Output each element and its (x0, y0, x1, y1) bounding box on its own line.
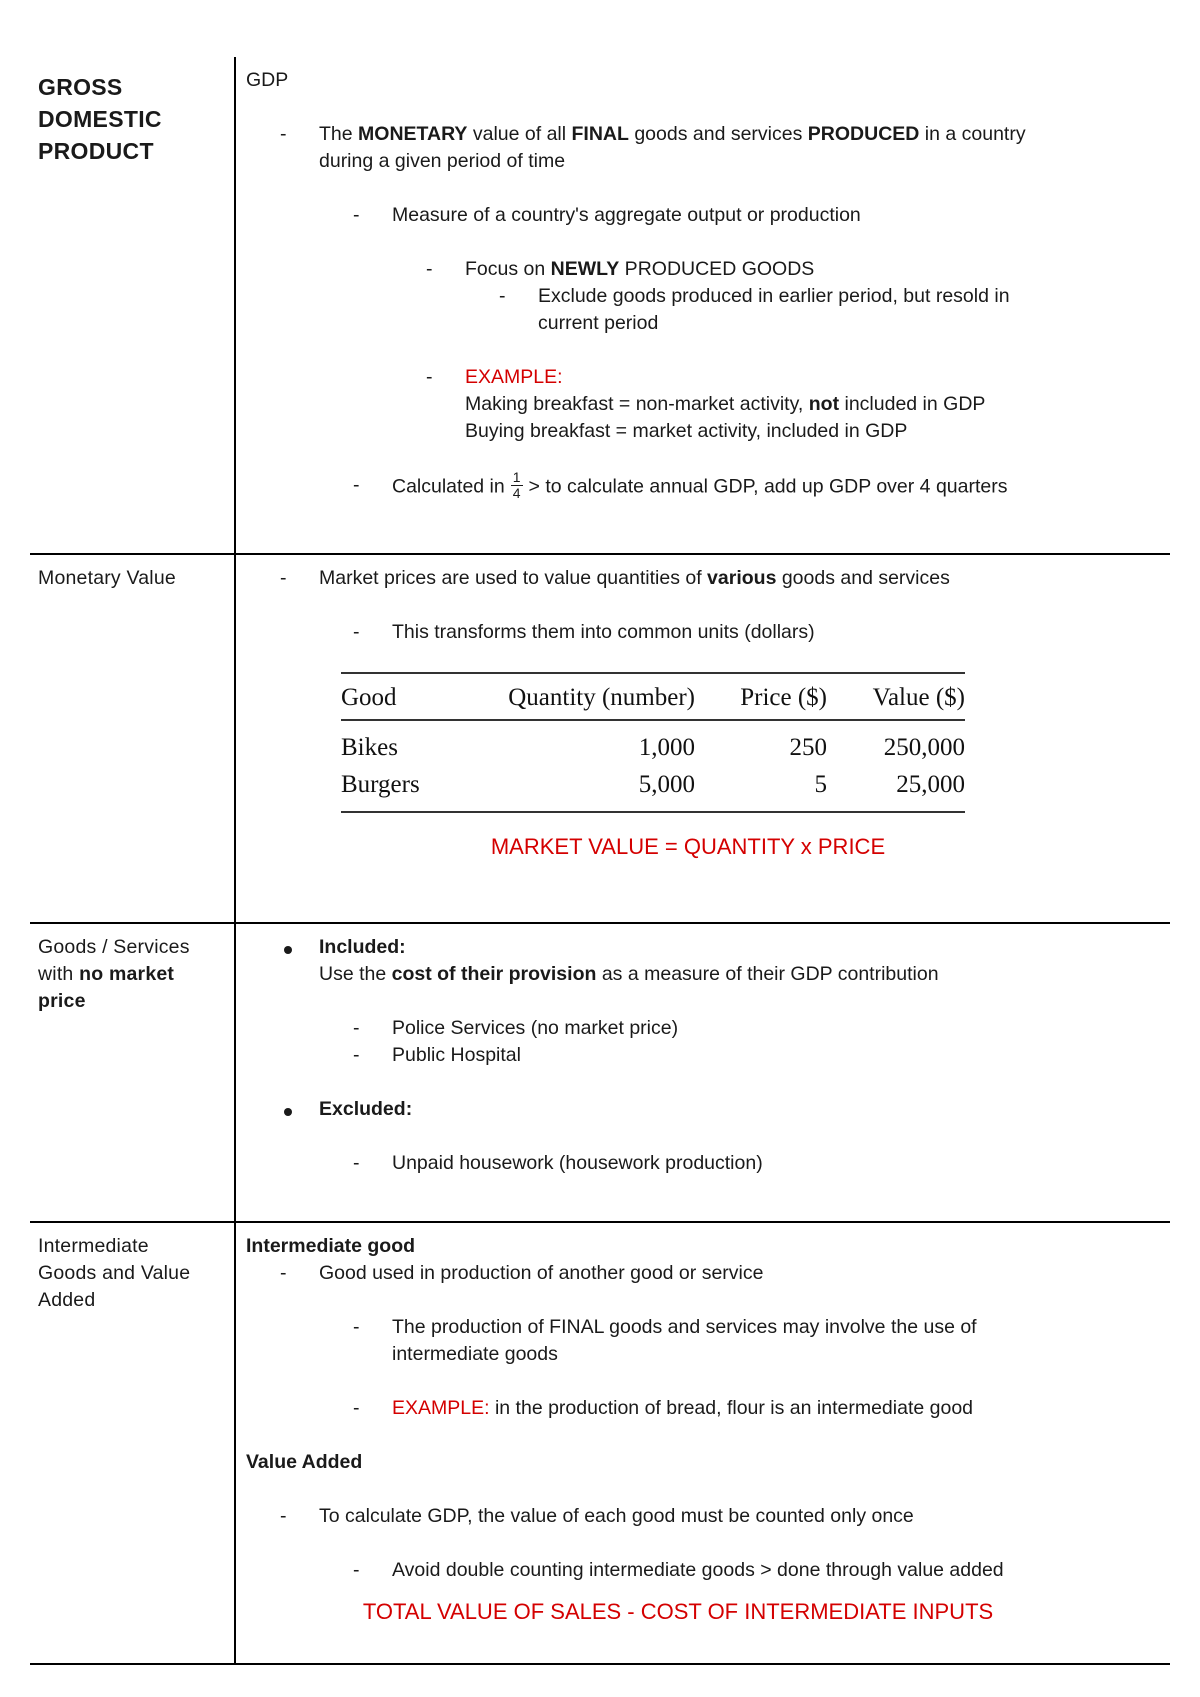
intermediate-row (30, 1223, 1170, 1665)
bullet-icon (284, 946, 292, 954)
excluded-heading: Excluded: (246, 1096, 1170, 1123)
table-cell: 250 (789, 734, 827, 761)
included-text: Use the cost of their provision as a measure of their GDP contribution (319, 963, 939, 985)
section-label: price (38, 990, 86, 1012)
notes-sheet (30, 57, 1170, 1665)
section-label: Goods / Services (38, 936, 190, 958)
table-cell: 25,000 (827, 766, 965, 812)
gdp-example: - EXAMPLE: (426, 366, 563, 388)
monetary-row (30, 555, 1170, 924)
table-cell: Burgers (341, 766, 467, 812)
gdp-definition: - The MONETARY value of all FINAL goods and services PRODUCED in a country (280, 123, 1026, 145)
intermediate-good-heading: Intermediate good (246, 1235, 416, 1257)
intermediate-content-cell (236, 1223, 1170, 1663)
included-heading: Included: (246, 934, 1170, 961)
value-added-point-1: - To calculate GDP, the value of each good must be counted only once (280, 1505, 914, 1527)
list-item: - Police Services (no market price) (353, 1017, 679, 1039)
gdp-exclude-cont: current period (538, 312, 659, 334)
gdp-label-cell (30, 57, 236, 553)
table-header-row (341, 673, 965, 720)
quarter-fraction: $\frac{1}{4}$ (512, 469, 521, 501)
gdp-content-cell (236, 57, 1170, 553)
section-label: Monetary Value (38, 567, 176, 589)
table-cell: Bikes (341, 734, 398, 761)
value-added-point-2: - Avoid double counting intermediate goods > done through value added (353, 1559, 1004, 1581)
gdp-measure: - Measure of a country's aggregate output or production (353, 204, 861, 226)
intermediate-label-cell (30, 1223, 236, 1663)
table-cell: 5,000 (467, 766, 695, 812)
nomarket-row (30, 924, 1170, 1223)
column-header: Price ($) (695, 673, 827, 720)
monetary-label-cell (30, 555, 236, 922)
value-added-heading: Value Added (246, 1451, 363, 1473)
gdp-row (30, 57, 1170, 555)
gdp-heading: GDP (246, 69, 289, 91)
section-title: GROSS DOMESTIC PRODUCT (38, 74, 162, 164)
intermediate-example: - EXAMPLE: in the production of bread, flour is an intermediate good (353, 1397, 974, 1419)
table-row (341, 720, 965, 766)
section-label: with no market (38, 963, 175, 985)
market-value-formula: MARKET VALUE = QUANTITY x PRICE (490, 834, 886, 859)
market-value-table (341, 672, 965, 813)
list-item: - Unpaid housework (housework production) (353, 1152, 763, 1174)
gdp-example-line-2: Buying breakfast = market activity, included in GDP (465, 420, 908, 442)
table-cell: 5 (695, 766, 827, 812)
section-label: Added (38, 1289, 96, 1311)
list-item: - Public Hospital (353, 1044, 521, 1066)
intermediate-point-2-cont: intermediate goods (392, 1343, 558, 1365)
gdp-example-line-1: Making breakfast = non-market activity, not included in GDP (465, 393, 986, 415)
gdp-exclude: - Exclude goods produced in earlier period, but resold in (499, 285, 1010, 307)
bullet-icon (284, 1108, 292, 1116)
column-header: Good (341, 673, 467, 720)
intermediate-point-1: - Good used in production of another good or service (280, 1262, 764, 1284)
gdp-calculated: - Calculated in $\frac{1}{4}$ > to calculate annual GDP, add up GDP over 4 quarters (353, 469, 1008, 501)
gdp-definition-cont: during a given period of time (319, 150, 566, 172)
gdp-focus: - Focus on NEWLY PRODUCED GOODS (426, 258, 815, 280)
section-label: Intermediate (38, 1235, 149, 1257)
table-cell: 1,000 (638, 734, 695, 761)
monetary-content-cell (236, 555, 1170, 922)
monetary-point-1: - Market prices are used to value quantities of various goods and services (280, 567, 950, 589)
section-label: Goods and Value (38, 1262, 191, 1284)
monetary-point-2: - This transforms them into common units (dollars) (353, 621, 815, 643)
column-header: Value ($) (827, 673, 965, 720)
nomarket-label-cell (30, 924, 236, 1221)
table-cell: 250,000 (883, 734, 965, 761)
column-header: Quantity (number) (467, 673, 695, 720)
table-row (341, 766, 965, 812)
intermediate-point-2: - The production of FINAL goods and services may involve the use of (353, 1316, 977, 1338)
nomarket-content-cell (236, 924, 1170, 1221)
value-added-formula: TOTAL VALUE OF SALES - COST OF INTERMEDIATE INPUTS (362, 1599, 994, 1624)
